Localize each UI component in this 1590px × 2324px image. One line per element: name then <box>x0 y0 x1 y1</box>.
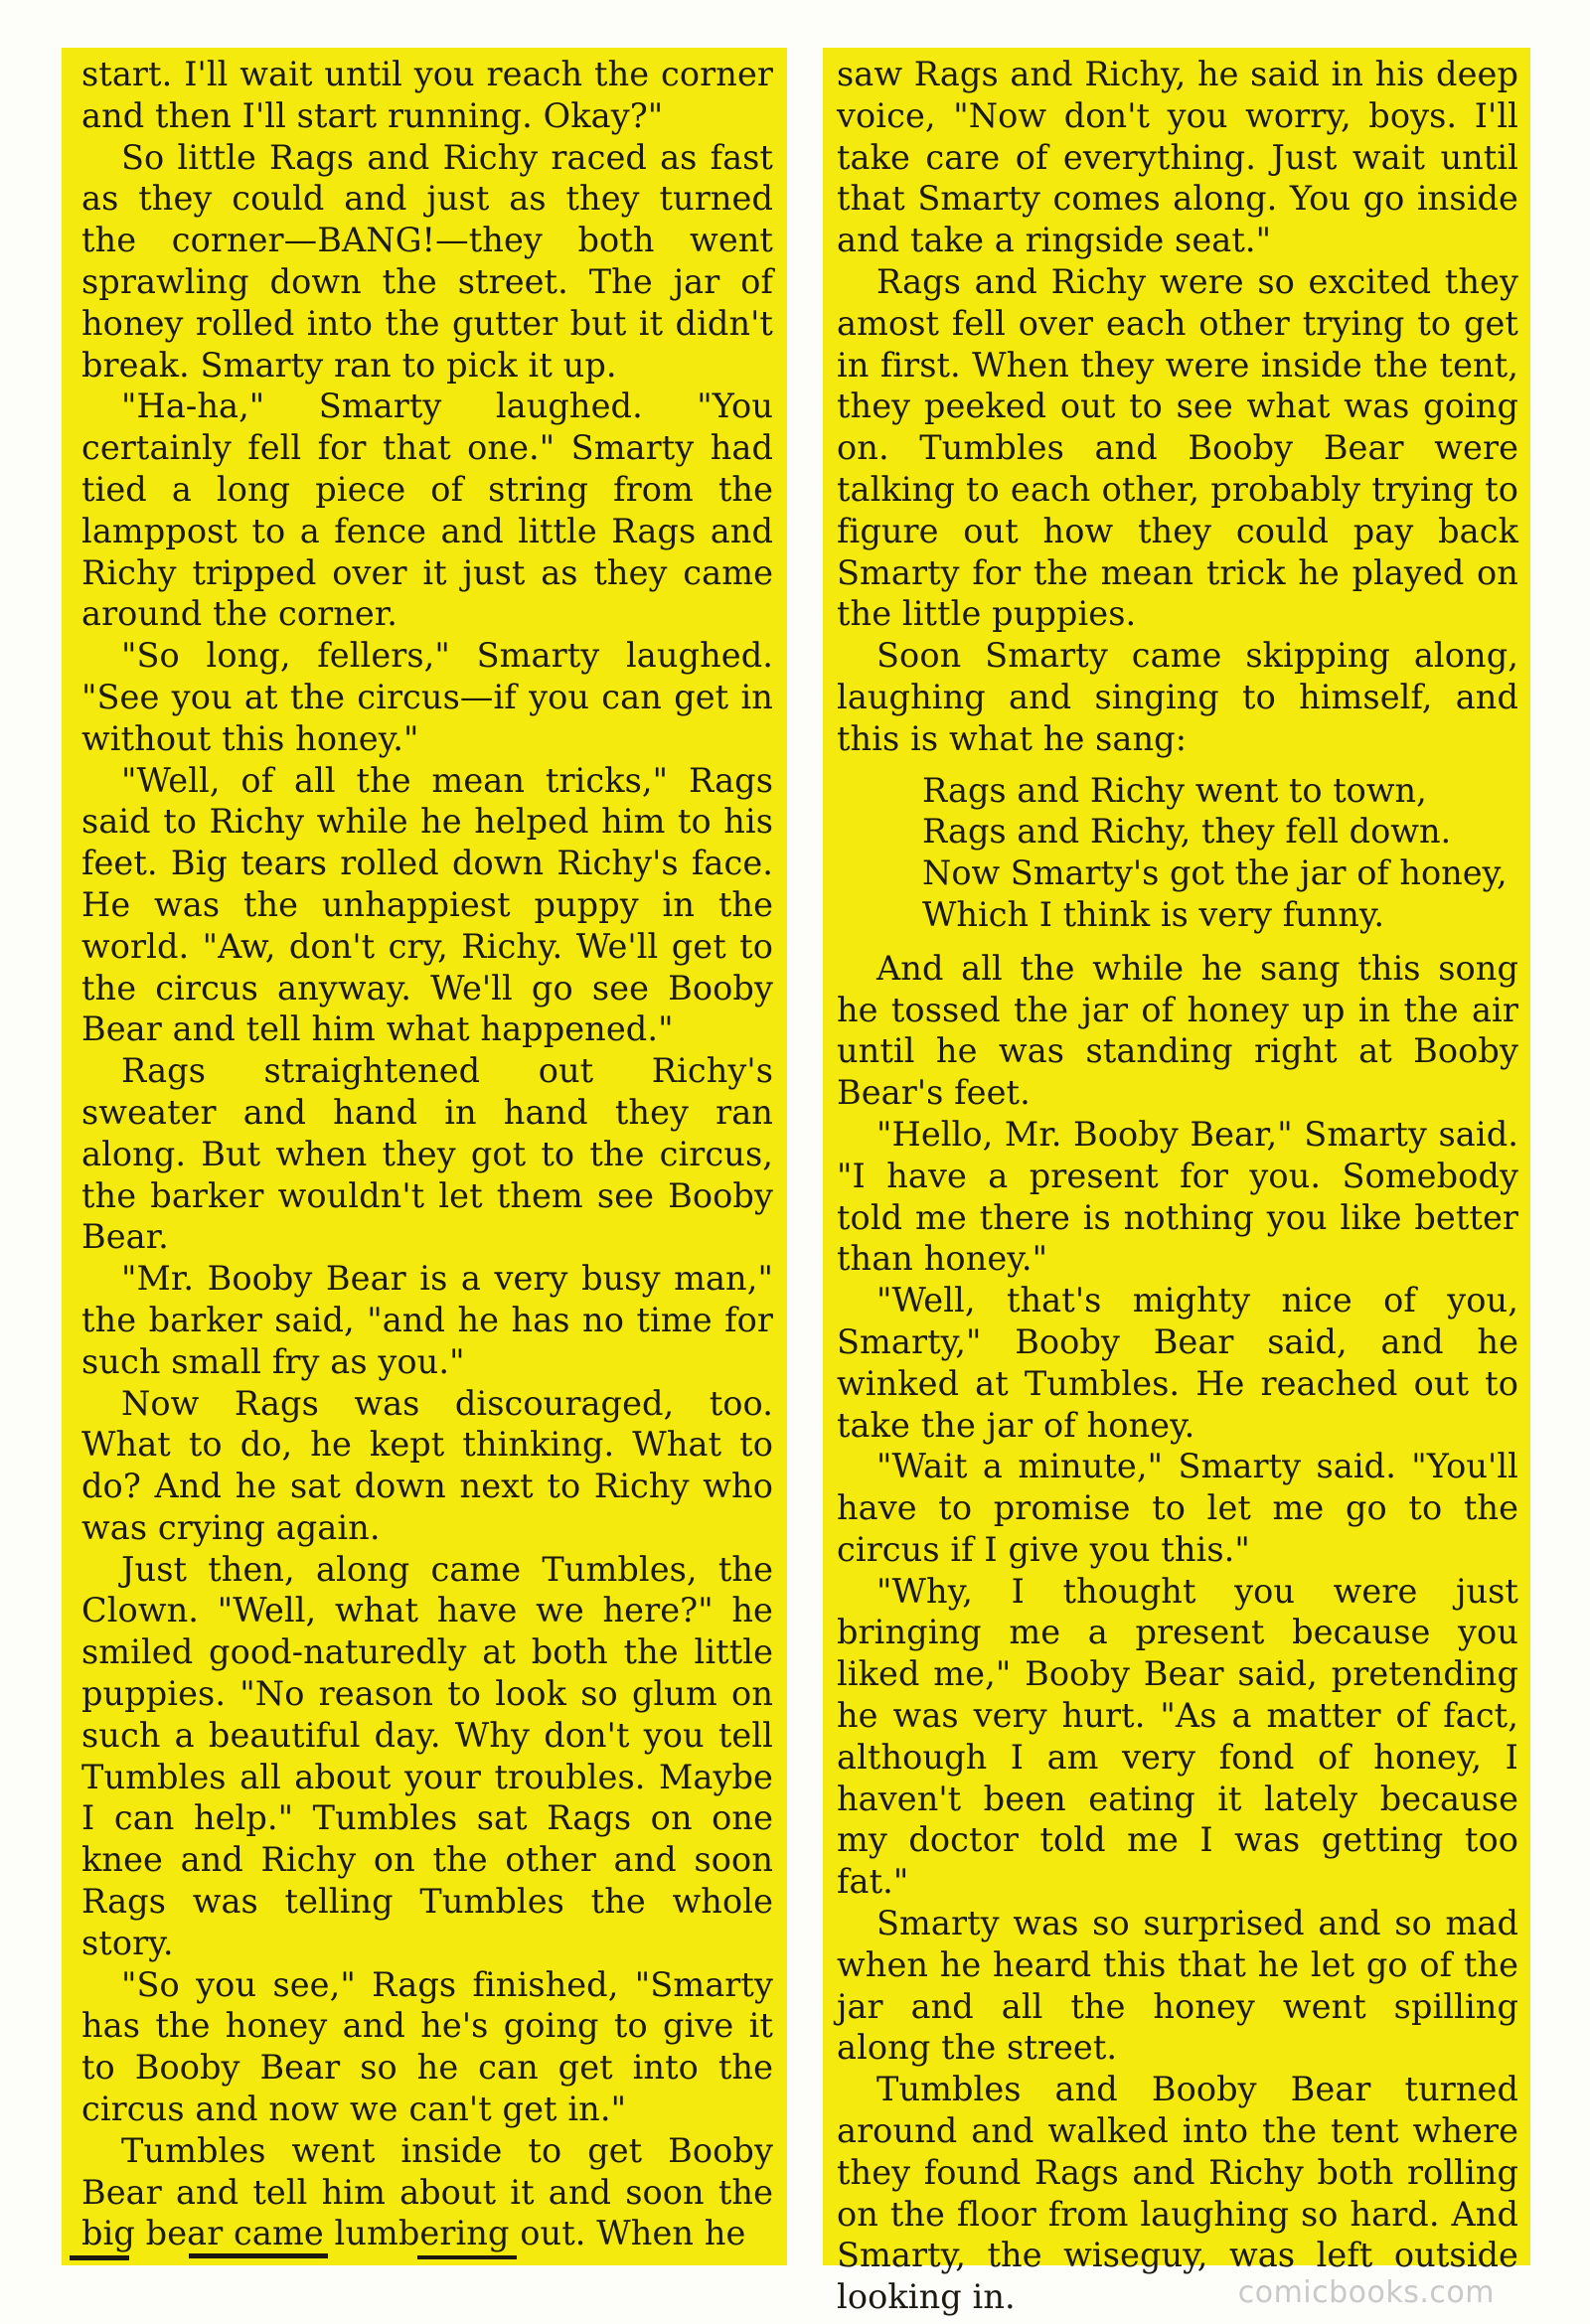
paragraph: "So long, fellers," Smarty laughed. "See you at the circus—if you can get in without this honey." <box>81 636 773 758</box>
paragraph: Just then, along came Tumbles, the Clown. "Well, what have we here?" he smiled good-naturedly at both the little puppies. "No reason to look so glum on such a beautiful day. Why don't you tell Tumbles all about your troubles. Maybe I can help." Tumbles sat Rags on one knee and Richy on the other and soon Rags was telling Tumbles the whole story. <box>81 1549 773 1962</box>
left-text-column <box>62 48 787 2265</box>
paragraph: And all the while he sang this song he tossed the jar of honey up in the air until he was standing right at Booby Bear's feet. <box>837 948 1518 1113</box>
song-verse <box>837 770 1518 936</box>
verse-line: Which I think is very funny. <box>922 894 1385 934</box>
paragraph: "Wait a minute," Smarty said. "You'll have to promise to let me go to the circus if I give you this." <box>837 1447 1518 1569</box>
paragraph: Soon Smarty came skipping along, laughing and singing to himself, and this is what he sang: <box>837 636 1518 758</box>
paragraph: "Well, of all the mean tricks," Rags said to Richy while he helped him to his feet. Big tears rolled down Richy's face. He was the unhappiest puppy in the world. "Aw, don't cry, Richy. We'll get to the circus anyway. We'll go see Booby Bear and tell him what happened." <box>81 760 773 1049</box>
paragraph: "Why, I thought you were just bringing me a present because you liked me," Booby Bear said, pretending he was very hurt. "As a matter of fact, although I am very fond of honey, I haven't been eating it lately because my doctor told me I was getting too fat." <box>837 1571 1518 1902</box>
verse-line: Now Smarty's got the jar of honey, <box>922 853 1508 893</box>
ink-smudge <box>417 2255 517 2259</box>
paragraph: Now Rags was discouraged, too. What to do, he kept thinking. What to do? And he sat down next to Richy who was crying again. <box>81 1383 773 1547</box>
paragraph: Rags straightened out Richy's sweater and hand in hand they ran along. But when they got to the circus, the barker wouldn't let them see Booby Bear. <box>81 1051 773 1257</box>
paragraph: Rags and Richy were so excited they amost fell over each other trying to get in first. When they were inside the tent, they peeked out to see what was going on. Tumbles and Booby Bear were talking to each other, probably trying to figure out how they could pay back Smarty for the mean trick he played on the little puppies. <box>837 261 1518 634</box>
paragraph: "Mr. Booby Bear is a very busy man," the barker said, "and he has no time for such small fry as you." <box>81 1259 773 1381</box>
paragraph: Tumbles and Booby Bear turned around and walked into the tent where they found Rags and Richy both rolling on the floor from laughing so hard. And Smarty, the wiseguy, was left outside looking in. <box>837 2070 1518 2317</box>
paragraph: "Well, that's mighty nice of you, Smarty," Booby Bear said, and he winked at Tumbles. He reached out to take the jar of honey. <box>837 1281 1518 1445</box>
paragraph: "So you see," Rags finished, "Smarty has the honey and he's going to give it to Booby Bear so he can get into the circus and now we can't get in." <box>81 1964 773 2129</box>
paragraph: Tumbles went inside to get Booby Bear and tell him about it and soon the big bear came lumbering out. When he <box>81 2130 773 2253</box>
paragraph: saw Rags and Richy, he said in his deep voice, "Now don't you worry, boys. I'll take care of everything. Just wait until that Smarty comes along. You go inside and take a ringside seat." <box>837 55 1518 260</box>
watermark-text: comicbooks.com <box>1237 2275 1495 2310</box>
paragraph: So little Rags and Richy raced as fast as they could and just as they turned the corner—BANG!—they both went sprawling down the street. The jar of honey rolled into the gutter but it didn't break. Smarty ran to pick it up. <box>81 137 773 385</box>
paragraph: "Hello, Mr. Booby Bear," Smarty said. "I have a present for you. Somebody told me there is nothing you like better than honey." <box>837 1114 1518 1279</box>
paragraph: "Ha-ha," Smarty laughed. "You certainly fell for that one." Smarty had tied a long piece of string from the lamppost to a fence and little Rags and Richy tripped over it just as they came around the corner. <box>81 387 773 634</box>
ink-smudge <box>189 2253 328 2258</box>
ink-smudge <box>70 2255 129 2260</box>
paragraph: Smarty was so surprised and so mad when he heard this that he let go of the jar and all the honey went spilling along the street. <box>837 1904 1518 2068</box>
verse-line: Rags and Richy, they fell down. <box>922 812 1452 852</box>
verse-line: Rags and Richy went to town, <box>922 770 1427 810</box>
paragraph: start. I'll wait until you reach the corner and then I'll start running. Okay?" <box>81 55 773 135</box>
